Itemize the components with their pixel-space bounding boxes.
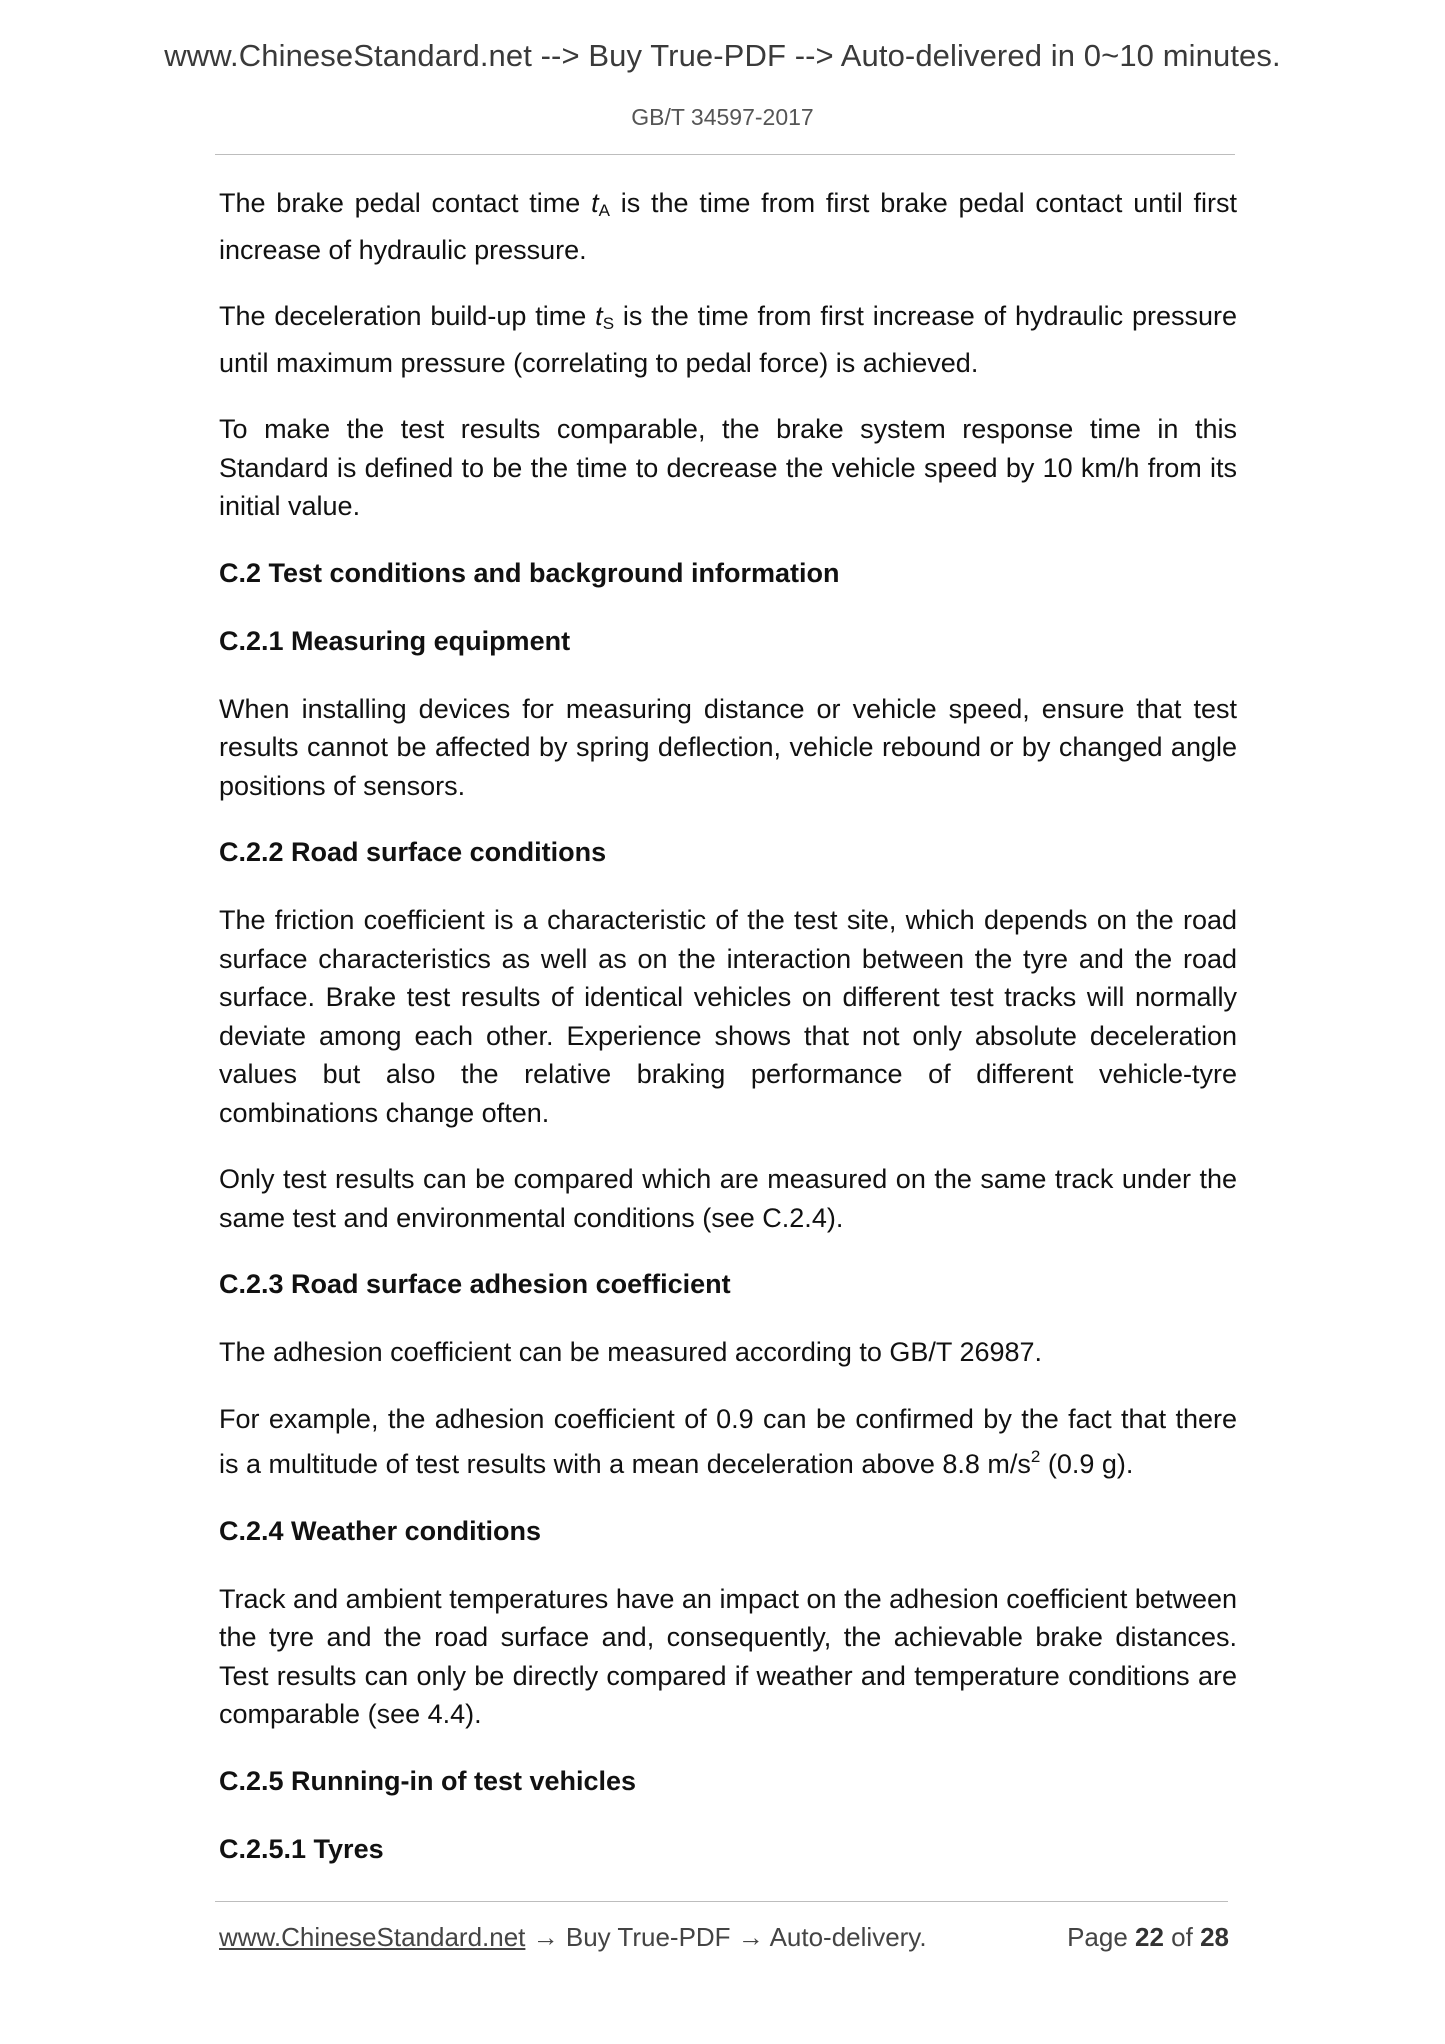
paragraph-response-time-definition: To make the test results comparable, the brake system response time in this Standard is defined to be the time to decrease the vehicle speed by 10 km/h from its initial value. [219,414,1237,521]
paragraph-weather-conditions: Track and ambient temperatures have an impact on the adhesion coefficient between the tyre and the road surface and, consequently, the achievable brake distances. Test results can only be directly compared if weather and temperature conditions are comparable (see 4.4). [219,1583,1237,1729]
paragraph-adhesion-measurement: The adhesion coefficient can be measured according to GB/T 26987. [219,1337,1043,1367]
page-number: Page 22 of 28 [1067,1922,1229,1952]
footer-site-link[interactable]: www.ChineseStandard.net [219,1922,526,1952]
heading-c2-5-1: C.2.5.1 Tyres [219,1833,384,1864]
paragraph-adhesion-example: For example, the adhesion coefficient of 0.9 can be confirmed by the fact that there is a multitude of test results with a mean deceleration above 8.8 $m/s^2$ (0.9 g). [219,1403,1237,1479]
paragraph-pedal-contact-time: The brake pedal contact time $t_A$ is the time from first brake pedal contact until first increase of hydraulic pressure. [219,188,1237,265]
heading-c2-3: C.2.3 Road surface adhesion coefficient [219,1269,731,1299]
subscript-s: S [602,314,615,333]
total-pages: 28 [1200,1922,1229,1952]
heading-c2-4: C.2.4 Weather conditions [219,1515,542,1546]
symbol-t: t [591,188,599,218]
footer-promo-text: → Buy True-PDF → Auto-delivery. [525,1922,927,1952]
heading-c2-1: C.2.1 Measuring equipment [219,625,571,656]
top-banner: www.ChineseStandard.net --> Buy True-PDF --> Auto-delivered in 0~10 minutes. [164,38,1281,73]
superscript-2: 2 [1030,1447,1041,1466]
symbol-t: t [595,301,603,331]
footer-promo [219,1922,927,1953]
heading-c2-2: C.2.2 Road surface conditions [219,837,607,867]
heading-c2: C.2 Test conditions and background information [219,557,840,588]
standard-code: GB/T 34597-2017 [631,104,814,130]
paragraph-measuring-equipment: When installing devices for measuring distance or vehicle speed, ensure that test results cannot be affected by spring deflection, vehicle rebound or by changed angle positions of sensors. [219,693,1237,801]
current-page: 22 [1135,1922,1164,1952]
paragraph-friction-coefficient: The friction coefficient is a characteristic of the test site, which depends on the road surface characteristics as well as on the interaction between the tyre and the road surface. Brake test results of identical vehicles on different test tracks will normally deviate among each other. Experience shows that not only absolute deceleration values but also the relative braking performance of different vehicle-tyre combinations change often. [219,905,1237,1128]
subscript-a: A [598,201,610,220]
paragraph-comparable-results: Only test results can be compared which are measured on the same track under the same test and environmental conditions (see C.2.4). [219,1164,1237,1233]
header-divider [215,154,1235,155]
document-body [219,184,1237,1898]
heading-c2-5: C.2.5 Running-in of test vehicles [219,1765,637,1796]
footer-divider [215,1901,1228,1902]
paragraph-deceleration-buildup-time: The deceleration build-up time $t_S$ is the time from first increase of hydraulic pressure until maximum pressure (correlating to pedal force) is achieved. [219,301,1238,378]
